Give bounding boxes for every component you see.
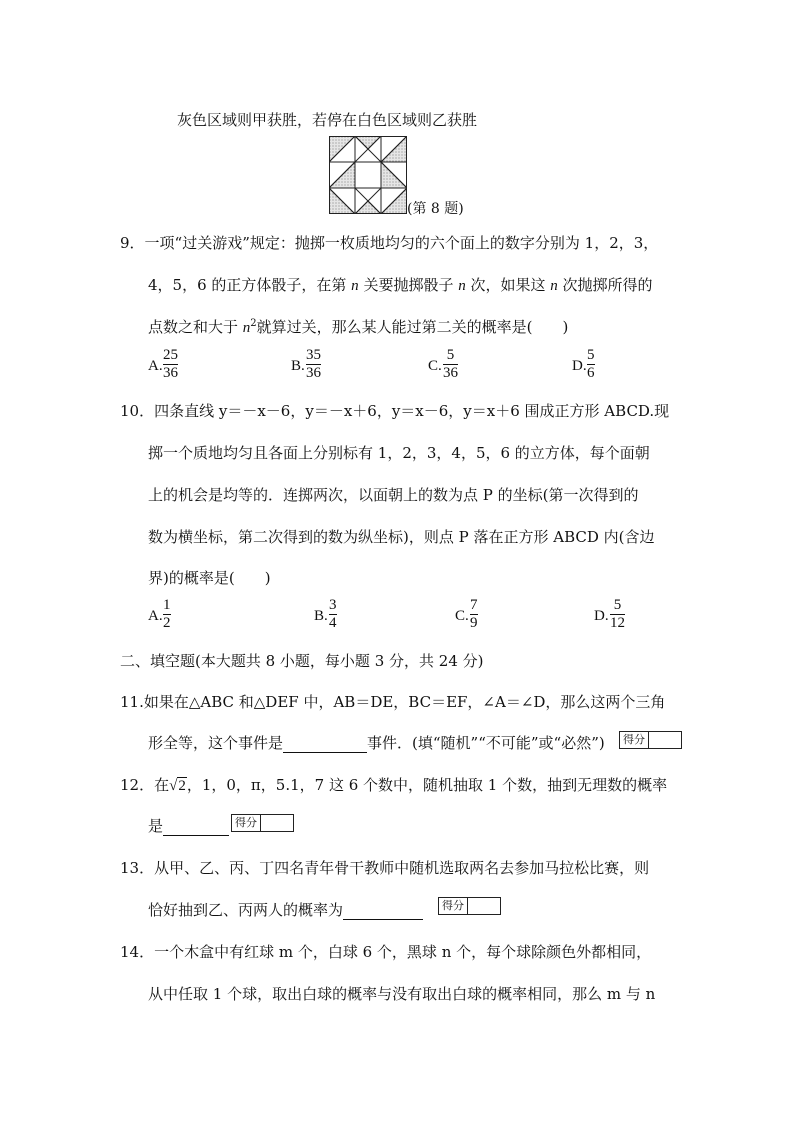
q9-line-3 xyxy=(148,317,568,338)
q12-text-2: 是 xyxy=(148,817,164,835)
q11-answer-blank[interactable] xyxy=(283,736,367,753)
q9-var-n: n xyxy=(351,278,359,294)
q11-score-box[interactable] xyxy=(619,731,682,749)
q12-text-1a: 12．在 xyxy=(120,776,170,794)
q9-option-d-fraction: 5 6 xyxy=(587,347,595,381)
score-input[interactable] xyxy=(649,732,681,748)
q10-option-b-label: B. xyxy=(314,608,328,624)
q9-option-a-fraction: 25 36 xyxy=(163,347,178,381)
q10-option-b-fraction: 3 4 xyxy=(329,597,337,631)
q13-answer-blank[interactable] xyxy=(343,903,423,920)
q8-continuation: 灰色区域则甲获胜，若停在白色区域则乙获胜 xyxy=(177,111,478,129)
q11-line-1: 11.如果在△ABC 和△DEF 中，AB＝DE，BC＝EF，∠A＝∠D，那么这两个三角 xyxy=(120,693,666,711)
q9-var-n: n xyxy=(458,278,466,294)
q13-line-1: 13．从甲、乙、丙、丁四名青年骨干教师中随机选取两名去参加马拉松比赛，则 xyxy=(120,859,650,877)
q10-line-2: 掷一个质地均匀且各面上分别标有 1，2，3，4，5，6 的立方体，每个面朝 xyxy=(148,444,650,462)
q12-score-box[interactable] xyxy=(231,814,294,832)
q10-line-1 xyxy=(120,401,669,421)
q9-exponent: 2 xyxy=(250,318,257,329)
q12-line-2 xyxy=(148,816,229,836)
q9-var-n: n xyxy=(550,278,558,294)
sqrt-symbol: √2 xyxy=(169,778,186,794)
score-input[interactable] xyxy=(468,898,500,914)
q9-option-a-label: A. xyxy=(148,358,163,374)
q9-text-2b: 关要抛掷骰子 xyxy=(358,276,459,294)
q9-option-c-fraction: 5 36 xyxy=(443,347,458,381)
q14-line-2: 从中任取 1 个球，取出白球的概率与没有取出白球的概率相同，那么 m 与 n xyxy=(148,985,656,1003)
q12-line-1 xyxy=(120,775,667,796)
q9-line-2 xyxy=(148,275,653,296)
q13-text-2: 恰好抽到乙、丙两人的概率为 xyxy=(148,901,344,919)
q10-option-d-label: D. xyxy=(594,608,609,624)
q10-number: 10． xyxy=(120,402,155,420)
q11-line-2 xyxy=(148,733,605,753)
section-2-heading: 二、填空题(本大题共 8 小题，每小题 3 分，共 24 分) xyxy=(120,652,484,670)
q11-text-2a: 形全等，这个事件是 xyxy=(148,734,284,752)
q8-figure xyxy=(329,136,407,214)
q9-option-b-label: B. xyxy=(291,358,305,374)
q12-radicand: 2 xyxy=(178,778,186,794)
q9-option-c-label: C. xyxy=(428,358,442,374)
q9-option-b-fraction: 35 36 xyxy=(306,347,321,381)
q9-var-n: n xyxy=(242,320,251,336)
q13-line-2 xyxy=(148,900,423,920)
q9-text-2d: 次抛掷所得的 xyxy=(557,276,653,294)
q9-line-1 xyxy=(120,233,658,253)
score-label: 得分 xyxy=(620,732,649,748)
q9-text-2a: 4，5，6 的正方体骰子，在第 xyxy=(148,276,352,294)
q14-line-1: 14．一个木盒中有红球 m 个，白球 6 个，黑球 n 个，每个球除颜色外都相同， xyxy=(120,943,652,961)
q10-option-a-label: A. xyxy=(148,608,163,624)
figure-caption: (第 8 题) xyxy=(407,201,464,217)
q10-line-4: 数为横坐标，第二次得到的数为纵坐标)，则点 P 落在正方形 ABCD 内(含边 xyxy=(148,528,655,546)
q10-option-c-label: C. xyxy=(455,608,469,624)
q10-option-c-fraction: 7 9 xyxy=(470,597,478,631)
q10-option-a-fraction: 1 2 xyxy=(163,597,171,631)
q11-text-2b: 事件．(填“随机”“不可能”或“必然”) xyxy=(367,734,605,752)
score-label: 得分 xyxy=(439,898,468,914)
q10-option-d-fraction: 5 12 xyxy=(610,597,625,631)
score-label: 得分 xyxy=(232,815,261,831)
q10-line-3: 上的机会是均等的．连掷两次，以面朝上的数为点 P 的坐标(第一次得到的 xyxy=(148,486,639,504)
q9-text-1: 一项“过关游戏”规定：抛掷一枚质地均匀的六个面上的数字分别为 1，2，3， xyxy=(144,234,659,252)
q13-score-box[interactable] xyxy=(438,897,501,915)
q9-text-3b: 就算过关，那么某人能过第二关的概率是( ) xyxy=(256,318,569,336)
q9-text-3a: 点数之和大于 xyxy=(148,318,243,336)
score-input[interactable] xyxy=(261,815,293,831)
q12-text-1b: ，1，0，π，5.1，7 这 6 个数中，随机抽取 1 个数，抽到无理数的概率 xyxy=(186,776,668,794)
q9-number: 9． xyxy=(120,234,145,252)
q9-text-2c: 次，如果这 xyxy=(465,276,551,294)
q10-line-5: 界)的概率是( ) xyxy=(148,569,271,587)
q10-text-1: 四条直线 y＝－x－6，y＝－x＋6，y＝x－6，y＝x＋6 围成正方形 ABCD.现 xyxy=(154,402,670,420)
q9-option-d-label: D. xyxy=(572,358,587,374)
q12-answer-blank[interactable] xyxy=(163,819,229,836)
